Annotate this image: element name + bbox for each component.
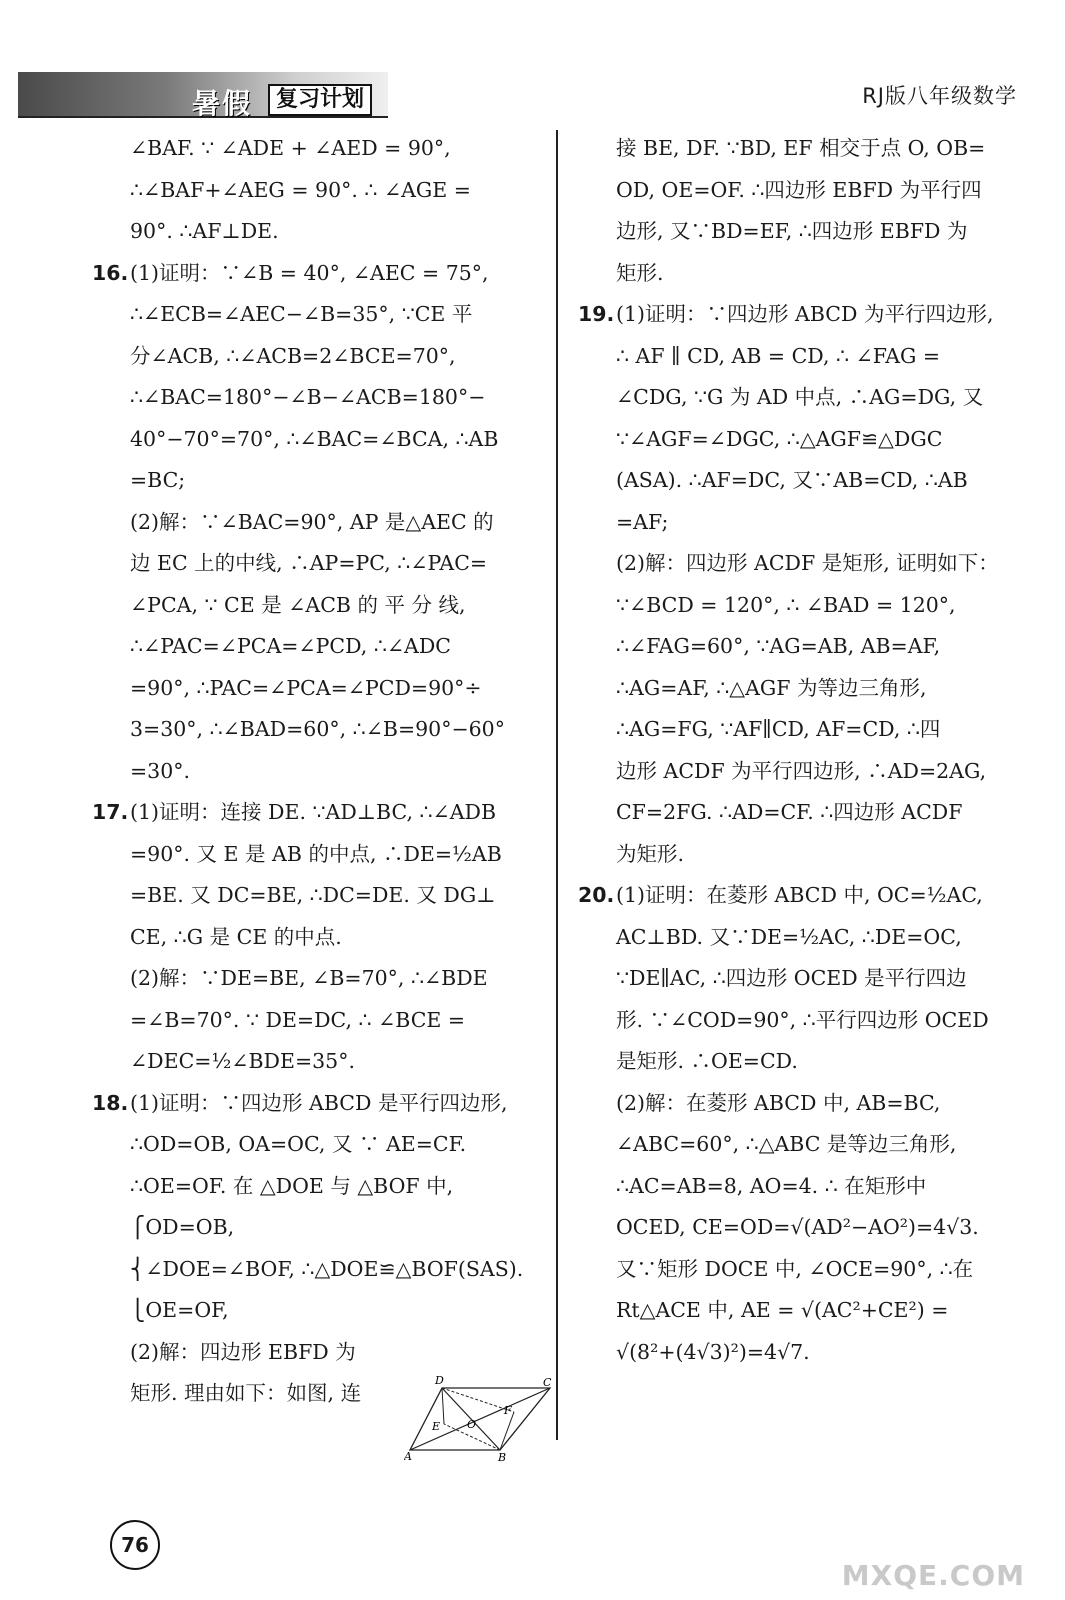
line-text: ∴∠FAG=60°, ∵AG=AB, AB=AF,: [616, 634, 941, 658]
problem-number: 20.: [578, 883, 615, 907]
line-text: AC⊥BD. 又∵DE=½AC, ∴DE=OC,: [616, 924, 962, 949]
text-line: [578, 917, 1028, 959]
text-line: [92, 1166, 552, 1208]
line-text: 是矩形. ∴OE=CD.: [616, 1049, 798, 1073]
text-line: [578, 875, 1028, 917]
line-text: (2)解：∵∠BAC=90°, AP 是△AEC 的: [130, 509, 494, 534]
line-text: ∴OD=OB, OA=OC, 又 ∵ AE=CF.: [130, 1132, 467, 1156]
line-text: ∵∠BCD = 120°, ∴ ∠BAD = 120°,: [616, 592, 956, 617]
text-line: [578, 1041, 1028, 1083]
line-text: (ASA). ∴AF=DC, 又∵AB=CD, ∴AB: [616, 468, 968, 492]
text-line: [92, 502, 552, 544]
text-line: [92, 958, 552, 1000]
line-text: ∠ABC=60°, ∴△ABC 是等边三角形,: [616, 1132, 957, 1156]
line-text: ∵DE∥AC, ∴四边形 OCED 是平行四边: [616, 966, 967, 990]
text-line: [92, 792, 552, 834]
text-line: [578, 419, 1028, 461]
line-text: ∴OE=OF. 在 △DOE 与 △BOF 中,: [130, 1173, 454, 1198]
text-line: [92, 1290, 552, 1332]
label-a: A: [404, 1450, 412, 1462]
text-line: [92, 834, 552, 876]
text-line: [578, 1124, 1028, 1166]
text-line: [92, 1332, 552, 1374]
line-text: OCED, CE=OD=√(AD²−AO²)=4√3.: [616, 1215, 979, 1239]
line-text: 矩形.: [616, 260, 664, 285]
text-line: [578, 626, 1028, 668]
line-text: ∴ AF ∥ CD, AB = CD, ∴ ∠FAG =: [616, 343, 941, 368]
text-line: [92, 1249, 552, 1291]
text-line: [578, 1083, 1028, 1125]
line-text: 边 EC 上的中线, ∴AP=PC, ∴∠PAC=: [130, 551, 488, 575]
line-text: ∴∠BAF+∠AEG = 90°. ∴ ∠AGE =: [130, 177, 471, 202]
line-text: ∴AG=FG, ∵AF∥CD, AF=CD, ∴四: [616, 717, 941, 741]
page-header: [0, 0, 1065, 130]
text-line: [92, 1000, 552, 1042]
line-text: (1)证明：∵四边形 ABCD 是平行四边形,: [130, 1090, 508, 1115]
problem-number: 19.: [578, 302, 615, 326]
line-text: 边形, 又∵BD=EF, ∴四边形 EBFD 为: [616, 219, 968, 243]
line-text: =30°.: [130, 758, 191, 783]
line-text: 又∵矩形 DOCE 中, ∠OCE=90°, ∴在: [616, 1256, 974, 1281]
line-text: ∴∠PAC=∠PCA=∠PCD, ∴∠ADC: [130, 634, 451, 658]
column-divider: [556, 130, 558, 1440]
text-line: [578, 668, 1028, 710]
line-text: =BE. 又 DC=BE, ∴DC=DE. 又 DG⊥: [130, 883, 496, 907]
line-text: 矩形. 理由如下：如图, 连: [130, 1381, 362, 1405]
line-text: 为矩形.: [616, 841, 685, 866]
text-line: [578, 336, 1028, 378]
label-c: C: [543, 1376, 552, 1389]
label-d: D: [435, 1374, 444, 1387]
text-line: [92, 253, 552, 295]
line-text: ∴AC=AB=8, AO=4. ∴ 在矩形中: [616, 1173, 927, 1198]
text-line: [578, 211, 1028, 253]
label-o: O: [467, 1418, 477, 1431]
problem-number: 16.: [92, 260, 129, 285]
line-text: ∠CDG, ∵G 为 AD 中点, ∴AG=DG, 又: [616, 385, 984, 409]
line-text: (1)证明：在菱形 ABCD 中, OC=½AC,: [616, 883, 983, 907]
line-text: 形. ∵∠COD=90°, ∴平行四边形 OCED: [616, 1007, 989, 1032]
text-line: [578, 543, 1028, 585]
text-line: [92, 1207, 552, 1249]
text-line: [578, 1207, 1028, 1249]
text-line: [578, 377, 1028, 419]
header-subtitle: 复习计划: [268, 84, 372, 116]
text-line: [578, 1000, 1028, 1042]
line-text: ∴∠BAC=180°−∠B−∠ACB=180°−: [130, 385, 486, 409]
text-line: [92, 211, 552, 253]
text-line: [92, 419, 552, 461]
text-line: [578, 253, 1028, 295]
line-text: =AF;: [616, 509, 669, 534]
text-line: [578, 958, 1028, 1000]
line-text: 接 BE, DF. ∵BD, EF 相交于点 O, OB=: [616, 136, 986, 160]
text-line: [92, 336, 552, 378]
text-line: [92, 668, 552, 710]
text-line: [92, 626, 552, 668]
line-text: (2)解：四边形 ACDF 是矩形, 证明如下：: [616, 551, 999, 575]
problem-number: 18.: [92, 1090, 129, 1115]
text-line: [92, 585, 552, 627]
text-line: [92, 170, 552, 212]
text-line: [92, 1124, 552, 1166]
line-text: ∴AG=AF, ∴△AGF 为等边三角形,: [616, 675, 927, 700]
text-line: [578, 170, 1028, 212]
line-text: =90°. 又 E 是 AB 的中点, ∴DE=½AB: [130, 841, 502, 866]
line-text: 90°. ∴AF⊥DE.: [130, 219, 279, 243]
text-line: [578, 502, 1028, 544]
page-number: 76: [110, 1520, 160, 1570]
line-text: ⎧OD=OB,: [130, 1215, 235, 1239]
line-text: 边形 ACDF 为平行四边形, ∴AD=2AG,: [616, 758, 987, 783]
line-text: =∠B=70°. ∵ DE=DC, ∴ ∠BCE =: [130, 1007, 466, 1032]
line-text: (2)解：在菱形 ABCD 中, AB=BC,: [616, 1090, 941, 1115]
text-line: [92, 709, 552, 751]
text-line: [92, 377, 552, 419]
line-text: 40°−70°=70°, ∴∠BAC=∠BCA, ∴AB: [130, 426, 499, 451]
line-text: ⎩OE=OF,: [130, 1298, 229, 1322]
line-text: Rt△ACE 中, AE = √(AC²+CE²) =: [616, 1298, 949, 1322]
watermark-text: MXQE.COM: [841, 1559, 1025, 1592]
header-title: 暑假: [192, 87, 253, 120]
line-text: (2)解：∵DE=BE, ∠B=70°, ∴∠BDE: [130, 966, 488, 990]
line-text: ∴∠ECB=∠AEC−∠B=35°, ∵CE 平: [130, 302, 473, 326]
line-text: 分∠ACB, ∴∠ACB=2∠BCE=70°,: [130, 343, 456, 368]
line-text: ⎨∠DOE=∠BOF, ∴△DOE≌△BOF(SAS).: [130, 1256, 524, 1281]
line-text: ∠BAF. ∵ ∠ADE + ∠AED = 90°,: [130, 136, 451, 160]
label-f: F: [504, 1404, 512, 1417]
line-text: (1)证明：∵∠B = 40°, ∠AEC = 75°,: [130, 260, 489, 285]
line-text: =90°, ∴PAC=∠PCA=∠PCD=90°÷: [130, 675, 482, 700]
text-line: [578, 585, 1028, 627]
text-line: [578, 460, 1028, 502]
text-line: [92, 751, 552, 793]
text-line: [92, 875, 552, 917]
line-text: OD, OE=OF. ∴四边形 EBFD 为平行四: [616, 177, 982, 202]
text-line: [92, 1041, 552, 1083]
line-text: =BC;: [130, 468, 186, 492]
text-line: [578, 1332, 1028, 1374]
right-column: [578, 128, 1028, 1373]
label-b: B: [498, 1451, 507, 1462]
grade-label: RJ版八年级数学: [862, 84, 1017, 108]
text-line: [578, 128, 1028, 170]
text-line: [92, 294, 552, 336]
text-line: [578, 751, 1028, 793]
line-text: ∠PCA, ∵ CE 是 ∠ACB 的 平 分 线,: [130, 592, 466, 617]
label-e: E: [432, 1420, 441, 1433]
line-text: √(8²+(4√3)²)=4√7.: [616, 1339, 810, 1364]
text-line: [92, 460, 552, 502]
text-line: [578, 1249, 1028, 1291]
line-text: (1)证明：∵四边形 ABCD 为平行四边形,: [616, 302, 994, 326]
text-line: [92, 917, 552, 959]
text-line: [578, 1166, 1028, 1208]
text-line: [92, 128, 552, 170]
text-line: [578, 294, 1028, 336]
text-line: [92, 1083, 552, 1125]
text-line: [92, 543, 552, 585]
geometry-figure: [404, 1372, 554, 1462]
line-text: ∠DEC=½∠BDE=35°.: [130, 1049, 355, 1073]
line-text: ∵∠AGF=∠DGC, ∴△AGF≌△DGC: [616, 426, 943, 451]
problem-number: 17.: [92, 800, 129, 824]
line-text: CE, ∴G 是 CE 的中点.: [130, 924, 342, 949]
line-text: (1)证明：连接 DE. ∵AD⊥BC, ∴∠ADB: [130, 800, 497, 824]
line-text: CF=2FG. ∴AD=CF. ∴四边形 ACDF: [616, 800, 963, 824]
text-line: [578, 834, 1028, 876]
line-text: 3=30°, ∴∠BAD=60°, ∴∠B=90°−60°: [130, 717, 505, 741]
text-line: [578, 792, 1028, 834]
text-line: [578, 709, 1028, 751]
left-column: [92, 128, 552, 1415]
text-line: [578, 1290, 1028, 1332]
line-text: (2)解：四边形 EBFD 为: [130, 1339, 356, 1364]
